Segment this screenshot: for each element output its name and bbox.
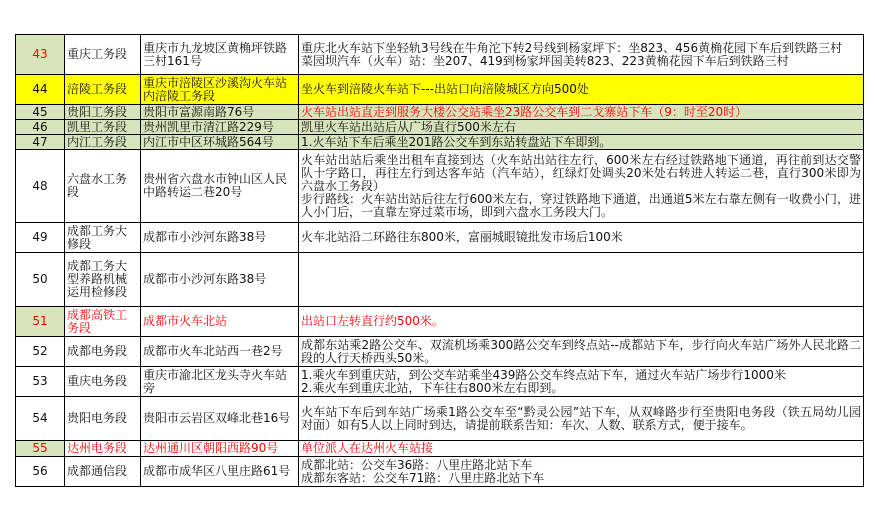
row-number: 43 — [16, 35, 65, 75]
unit-address: 成都市小沙河东路38号 — [141, 223, 299, 253]
unit-name: 凯里工务段 — [65, 120, 141, 135]
table-row — [16, 307, 864, 337]
unit-address: 贵州凯里市清江路229号 — [141, 120, 299, 135]
unit-address: 内江市中区环城路564号 — [141, 135, 299, 150]
row-number: 54 — [16, 397, 65, 441]
row-number: 51 — [16, 307, 65, 337]
table-row — [16, 105, 864, 120]
route-description: 成都北站：公交车36路：八里庄路北站下车 成都东客站：公交车71路：八里庄路北站下车 — [299, 457, 864, 487]
row-number: 48 — [16, 150, 65, 223]
table-row — [16, 253, 864, 307]
row-number: 47 — [16, 135, 65, 150]
table-row — [16, 457, 864, 487]
route-description: 1.火车站下车后乘坐201路公交车到东站转盘站下车即到。 — [299, 135, 864, 150]
unit-name: 内江工务段 — [65, 135, 141, 150]
unit-address: 达州通川区朝阳西路90号 — [141, 441, 299, 457]
unit-name: 成都高铁工务段 — [65, 307, 141, 337]
unit-address: 成都市火车北站 — [141, 307, 299, 337]
unit-address: 重庆市九龙坡区黄桷坪铁路三村161号 — [141, 35, 299, 75]
table-row — [16, 337, 864, 367]
row-number: 55 — [16, 441, 65, 457]
unit-name: 重庆电务段 — [65, 367, 141, 397]
unit-address: 重庆市渝北区龙头寺火车站旁 — [141, 367, 299, 397]
unit-address: 贵阳市富源南路76号 — [141, 105, 299, 120]
unit-name: 成都通信段 — [65, 457, 141, 487]
unit-address: 贵州省六盘水市钟山区人民中路转运二巷20号 — [141, 150, 299, 223]
table-row — [16, 441, 864, 457]
unit-name: 涪陵工务段 — [65, 75, 141, 105]
table-row — [16, 150, 864, 223]
unit-address: 重庆市涪陵区沙溪沟火车站内涪陵工务段 — [141, 75, 299, 105]
route-description: 凯里火车站出站后从广场直行500米左右 — [299, 120, 864, 135]
row-number: 50 — [16, 253, 65, 307]
unit-name: 成都工务大型养路机械运用检修段 — [65, 253, 141, 307]
row-number: 53 — [16, 367, 65, 397]
table-row — [16, 367, 864, 397]
row-number: 45 — [16, 105, 65, 120]
unit-address: 成都市成华区八里庄路61号 — [141, 457, 299, 487]
unit-name: 贵阳工务段 — [65, 105, 141, 120]
route-description: 出站口左转直行约500米。 — [299, 307, 864, 337]
table-row — [16, 120, 864, 135]
table-row — [16, 397, 864, 441]
table-row — [16, 35, 864, 75]
route-description: 坐火车到涪陵火车站下---出站口向涪陵城区方向500处 — [299, 75, 864, 105]
unit-name: 贵阳电务段 — [65, 397, 141, 441]
unit-address: 成都市小沙河东路38号 — [141, 253, 299, 307]
unit-name: 重庆工务段 — [65, 35, 141, 75]
unit-address: 贵阳市云岩区双峰北巷16号 — [141, 397, 299, 441]
unit-name: 六盘水工务段 — [65, 150, 141, 223]
row-number: 49 — [16, 223, 65, 253]
route-description: 1.乘火车到重庆站，到公交车站乘坐439路公交车终点站下车，通过火车站广场步行1000米 2.乘火车到重庆北站，下车往右800米左右即到。 — [299, 367, 864, 397]
route-description: 火车站下车后到车站广场乘1路公交车至“黔灵公园”站下车，从双峰路步行至贵阳电务段（铁五局幼儿园对面）如有5人以上同时到达，请提前联系告知：车次、人数、联系方式，便于接车。 — [299, 397, 864, 441]
row-number: 52 — [16, 337, 65, 367]
table-row — [16, 75, 864, 105]
table-row — [16, 135, 864, 150]
row-number: 46 — [16, 120, 65, 135]
unit-address: 成都市火车北站西一巷2号 — [141, 337, 299, 367]
route-description: 单位派人在达州火车站接 — [299, 441, 864, 457]
row-number: 44 — [16, 75, 65, 105]
route-description: 火车站出站直走到服务大楼公交站乘坐23路公交车到二戈寨站下车（9：时至20时） — [299, 105, 864, 120]
unit-name: 成都工务大修段 — [65, 223, 141, 253]
route-description: 火车站出站后乘坐出租车直接到达（火车站出站往左行，600米左右经过铁路地下通道，再往前到达交警队十字路口，再往左行到达客车站（汽车站），红绿灯处调头20米处右转进人转运二巷，直行300米即为六盘水工务段） 步行路线：火车站出站后往左行600米左右，穿过铁路地下通道，出通道5米左右靠左侧有一收费小门，进人小门后，一直靠左穿过菜市场，即到六盘水工务段大门。 — [299, 150, 864, 223]
route-description: 火车北站沿二环路往东800米，富丽城眼镜批发市场后100米 — [299, 223, 864, 253]
route-description — [299, 253, 864, 307]
route-description: 成都东站乘2路公交车、双流机场乘300路公交车到终点站--成都站下车，步行向火车站广场外人民北路二段的人行天桥西头50米。 — [299, 337, 864, 367]
table-row — [16, 223, 864, 253]
route-table — [15, 34, 864, 487]
unit-name: 达州电务段 — [65, 441, 141, 457]
route-description: 重庆北火车站下坐轻轨3号线在牛角沱下转2号线到杨家坪下：坐823、456黄桷花园下车后到铁路三村 菜园坝汽车（火车）站：坐207、419到杨家坪国美转823、223黄桷花园下车后到铁路三村 — [299, 35, 864, 75]
row-number: 56 — [16, 457, 65, 487]
unit-name: 成都电务段 — [65, 337, 141, 367]
